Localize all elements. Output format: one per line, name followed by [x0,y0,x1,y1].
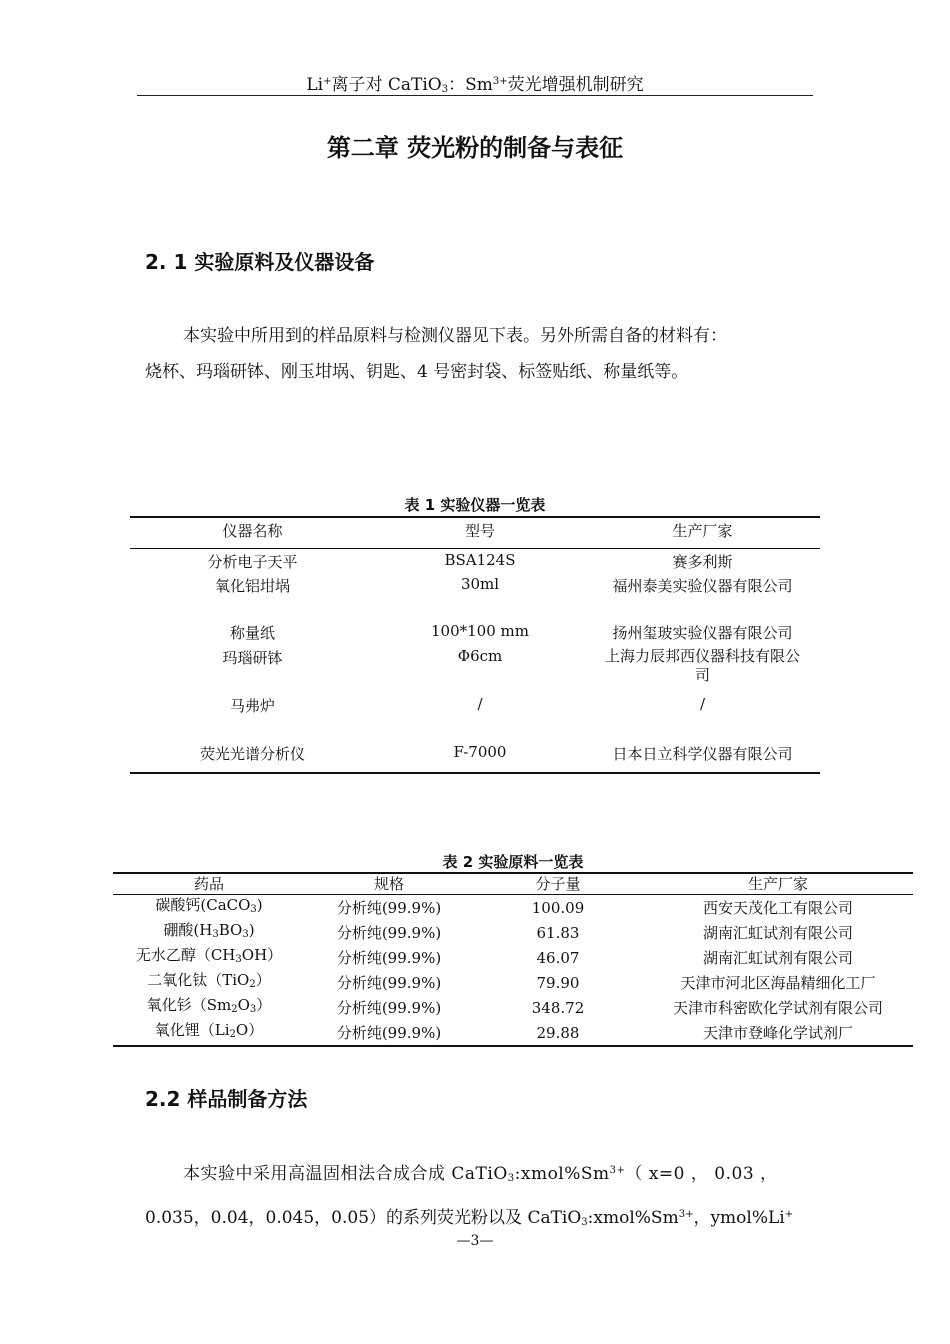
header-rule [137,95,813,96]
column-header: 规格 [305,873,473,895]
table-2-caption: 表 2 实验原料一览表 [442,853,584,871]
table-cell: 福州泰美实验仪器有限公司 [612,576,793,595]
chapter-title: 第二章 荧光粉的制备与表征 [326,134,624,162]
table-cell: 湖南汇虹试剂有限公司 [702,948,853,967]
paragraph-line: 本实验中所用到的样品原料与检测仪器见下表。另外所需自备的材料有： [183,326,727,346]
table-1-caption: 表 1 实验仪器一览表 [404,496,546,514]
page-number: —3— [456,1233,494,1249]
table-cell: 天津市科密欧化学试剂有限公司 [672,998,883,1017]
column-header: 分子量 [473,873,643,895]
section-1-paragraph [145,318,810,390]
table-row [113,1020,913,1046]
table-row [113,970,913,995]
table-row [130,647,820,695]
table-cell: 分析纯(99.9%) [336,923,442,942]
table-row [130,695,820,743]
table-cell: 赛多利斯 [672,553,733,571]
table-row [113,920,913,945]
table-cell: 100.09 [531,898,585,917]
table-cell: Φ6cm [457,646,503,665]
table-cell: 荧光光谱分析仪 [199,744,305,763]
table-cell: 西安天茂化工有限公司 [702,898,853,917]
table-cell: 29.88 [536,1023,580,1042]
table-cell: 79.90 [536,973,580,992]
table-row [130,575,820,622]
column-header: 仪器名称 [130,517,375,549]
table-cell: 30ml [460,574,500,593]
column-header: 生产厂家 [585,517,820,549]
table-cell: 天津市河北区海晶精细化工厂 [680,973,876,992]
table-cell: 分析电子天平 [207,553,298,571]
table-cell: 100*100 mm [431,621,529,640]
table-cell: 分析纯(99.9%) [336,898,442,917]
table-cell: 46.07 [536,948,580,967]
table-cell: 马弗炉 [229,696,275,715]
table-cell: 分析纯(99.9%) [336,973,442,992]
table-cell: 氧化锂$(Li_2O)$ [154,1021,264,1040]
section-2-paragraph [145,1153,815,1241]
table-cell: / [477,694,483,713]
table-row [130,743,820,773]
section-heading-2-1: 2. 1 实验原料及仪器设备 [145,250,375,274]
table-cell: 分析纯(99.9%) [336,948,442,967]
table-cell: 湖南汇虹试剂有限公司 [702,923,853,942]
table-cell: 二氧化钛（TiO$_2$） [147,971,271,990]
table-cell: BSA124S [444,551,516,569]
table-cell: 61.83 [536,923,580,942]
table-cell: F-7000 [453,742,507,761]
table-row [113,945,913,970]
table-cell: 天津市登峰化学试剂厂 [702,1023,853,1042]
table-cell: 348.72 [531,998,585,1017]
table-row [113,895,913,921]
paragraph-line: 本实验中采用高温固相法合成合成 $CaTiO_3:xmol\%Sm^{3+}$（ x=0 ， 0.03 ， [183,1164,778,1184]
table-cell: 无水乙醇$(CH_3OH)$ [135,946,283,965]
table-row [130,622,820,647]
table-cell: 玛瑙研钵 [222,648,283,667]
table-cell: 氧化铝坩埚 [214,576,290,595]
table-cell: 扬州玺玻实验仪器有限公司 [612,623,793,642]
table-cell: 上海力辰邦西仪器科技有限公司 [604,646,800,684]
table-row [113,995,913,1020]
column-header: 型号 [375,517,585,549]
table-cell: 硼酸$(H_3BO_3)$ [163,921,255,940]
table-cell: 分析纯(99.9%) [336,998,442,1017]
table-cell: 日本日立科学仪器有限公司 [612,744,793,763]
table-header-row [130,517,820,549]
instrument-table [130,516,820,774]
materials-table [113,872,913,1047]
table-cell: 分析纯(99.9%) [336,1023,442,1042]
running-header: Li+离子对 CaTiO$_3$：$Sm^{3+}$荧光增强机制研究 [306,75,644,95]
paragraph-line: 0.035，0.04，0.045，0.05）的系列荧光粉以及 $CaTiO_3:xmol\%Sm^{3+}$，ymol%Li+ [145,1208,794,1228]
paragraph-line: 烧杯、玛瑙研钵、刚玉坩埚、钥匙、4 号密封袋、标签贴纸、称量纸等。 [145,362,689,382]
column-header: 生产厂家 [643,873,913,895]
table-cell: 碳酸钙(CaCO$_3$) [155,896,263,915]
table-cell: / [699,694,706,713]
section-heading-2-2: 2.2 样品制备方法 [145,1087,308,1111]
table-cell: 氧化钐$(Sm_2O_3)$ [146,996,272,1015]
column-header: 药品 [113,873,305,895]
table-row [130,549,820,575]
table-cell: 称量纸 [229,623,275,642]
table-header-row [113,873,913,895]
